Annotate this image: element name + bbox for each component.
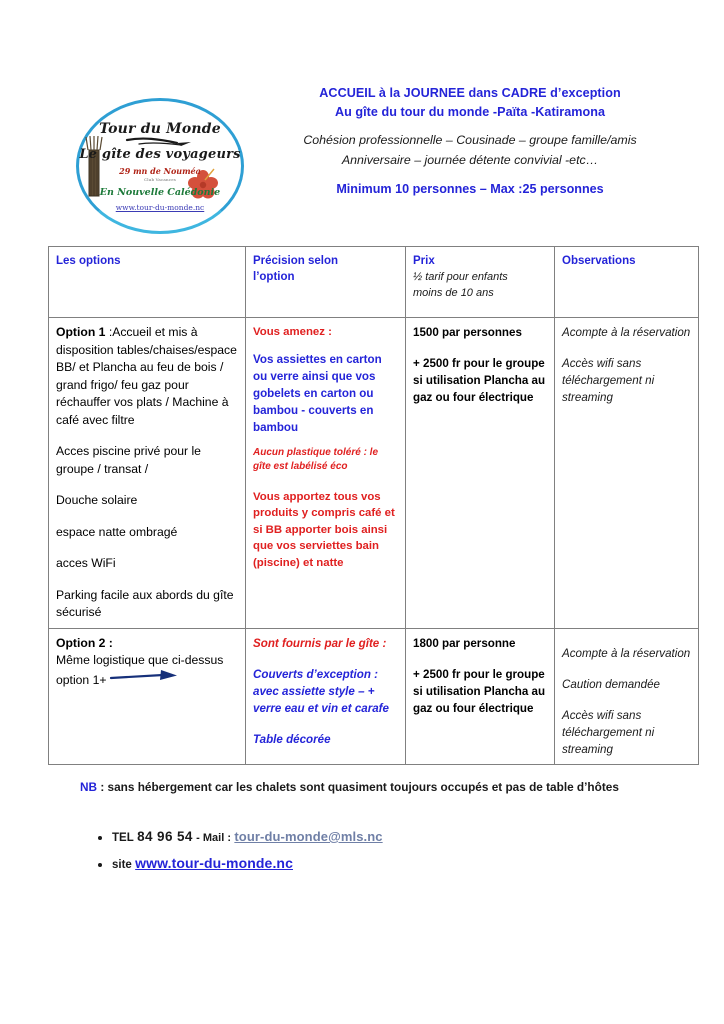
option2-description — [56, 635, 238, 692]
option1-precision-title: Vous amenez : — [253, 326, 332, 338]
table-header-row — [49, 247, 699, 318]
option2-desc-p2 — [56, 652, 238, 691]
option2-precision-2: Table décorée — [253, 732, 331, 746]
option1-label: Option 1 — [56, 325, 106, 339]
option2-precision-title: Sont fournis par le gîte : — [253, 636, 387, 650]
header-price-label: Prix — [413, 255, 435, 267]
header-title-line2: Au gîte du tour du monde -Païta -Katiramona — [334, 105, 606, 119]
header-capacity: Minimum 10 personnes – Max :25 personnes — [336, 182, 604, 196]
option1-obs-2: Accès wifi sans téléchargement ni streaming — [562, 357, 655, 404]
logo-region: En Nouvelle Calédonie — [99, 186, 221, 198]
option1-desc-p5: acces WiFi — [56, 556, 116, 570]
option1-desc-p4: espace natte ombragé — [56, 524, 178, 539]
website-link[interactable]: www.tour-du-monde.nc — [135, 855, 293, 871]
logo-title: Tour du Monde — [99, 120, 221, 137]
option2-observations-cell — [555, 628, 699, 764]
header-precision-line2: l’option — [253, 271, 295, 283]
option1-precision-eco-note: Aucun plastique toléré : le gîte est labélisé éco — [253, 446, 379, 472]
option2-price-cell — [406, 628, 555, 764]
option1-obs-1: Acompte à la réservation — [562, 326, 691, 339]
tel-label: TEL — [112, 832, 134, 844]
option1-price-cell — [406, 318, 555, 629]
option2-precision-cell — [246, 628, 406, 764]
contact-list — [86, 824, 383, 878]
header-observations-label: Observations — [562, 255, 636, 267]
option2-desc-text: Même logistique que ci-dessus option 1+ — [56, 653, 224, 687]
option2-price-extra: + 2500 fr pour le groupe si utilisation Plancha au gaz ou four électrique — [413, 667, 546, 715]
nb-text: : sans hébergement car les chalets sont quasiment toujours occupés et pas de table d’hôtes — [97, 780, 619, 794]
header-text-block — [240, 84, 700, 199]
option2-desc-p1 — [56, 635, 238, 653]
document-header — [0, 74, 724, 244]
nb-note — [80, 776, 670, 798]
right-arrow-icon — [109, 670, 181, 690]
options-table — [48, 246, 699, 765]
logo-distance: 29 mn de Nouméa — [119, 165, 201, 176]
header-subtitle-line1: Cohésion professionnelle – Cousinade – groupe famille/amis — [303, 133, 637, 147]
option1-description — [56, 324, 238, 622]
option2-obs-3: Accès wifi sans téléchargement ni streaming — [562, 708, 655, 756]
option1-precision-cell — [246, 318, 406, 629]
option2-label: Option 2 : — [56, 635, 113, 650]
logo-subtitle: Le gîte des voyageurs — [79, 146, 241, 162]
table-row-option1 — [49, 318, 699, 629]
header-cell-options — [49, 247, 246, 318]
option2-precision-1: Couverts d’exception : avec assiette style – + verre eau et vin et carafe — [253, 667, 389, 715]
header-options-label: Les options — [56, 255, 121, 267]
header-price-note-line2: moins de 10 ans — [413, 287, 494, 299]
option2-description-cell — [49, 628, 246, 764]
header-price-note-line1: ½ tarif pour enfants — [413, 271, 508, 283]
option1-desc-text1: :Accueil et mis à disposition tables/chaises/espace BB/ et Plancha au feu de bois / grand frigo/ feu gaz pour réchauffer vos plats / Machine à café avec filtre — [56, 325, 237, 427]
list-item-website — [112, 851, 383, 878]
option1-price-extra: + 2500 fr pour le groupe si utilisation Plancha au gaz ou four électrique — [413, 357, 546, 404]
header-subtitle-line2: Anniversaire – journée détente convivial -etc… — [341, 153, 599, 167]
option1-desc-p6: Parking facile aux abords du gîte sécurisé — [56, 587, 234, 619]
logo-microtext: Club Vacances — [143, 176, 177, 182]
site-label: site — [112, 859, 132, 871]
logo-url: www.tour-du-monde.nc — [115, 202, 205, 212]
tel-number: 84 96 54 — [137, 829, 193, 844]
table-row-option2 — [49, 628, 699, 764]
company-logo — [62, 96, 262, 236]
option1-precision-list: Vos assiettes en carton ou verre ainsi que vos gobelets en carton ou bambou - couverts en bambou — [253, 352, 382, 434]
header-cell-observations — [555, 247, 699, 318]
email-link[interactable]: tour-du-monde@mls.nc — [234, 829, 383, 844]
header-cell-price — [406, 247, 555, 318]
header-cell-precision — [246, 247, 406, 318]
nb-tag: NB — [80, 780, 98, 794]
option1-observations-cell — [555, 318, 699, 629]
header-title-line1: ACCUEIL à la JOURNEE dans CADRE d’exception — [319, 86, 621, 100]
option1-precision-extra: Vous apportez tous vos produits y compris café et si BB apporter bois ainsi que vos serviettes bain (piscine) et natte — [253, 490, 395, 569]
mail-label: - Mail : — [196, 832, 232, 844]
option1-price-main: 1500 par personnes — [413, 326, 522, 339]
option1-description-cell — [49, 318, 246, 629]
logo-swoosh-icon — [125, 137, 195, 147]
option1-desc-p3: Douche solaire — [56, 493, 138, 507]
list-item-phone — [112, 824, 383, 851]
header-precision-line1: Précision selon — [253, 255, 339, 267]
option1-desc-p2: Acces piscine privé pour le groupe / transat / — [56, 444, 201, 476]
option2-price-main: 1800 par personne — [413, 636, 516, 650]
logo-text-stack — [76, 98, 244, 234]
option2-obs-2: Caution demandée — [562, 677, 660, 691]
option2-obs-1: Acompte à la réservation — [562, 646, 691, 660]
option1-desc-p1 — [56, 324, 238, 429]
